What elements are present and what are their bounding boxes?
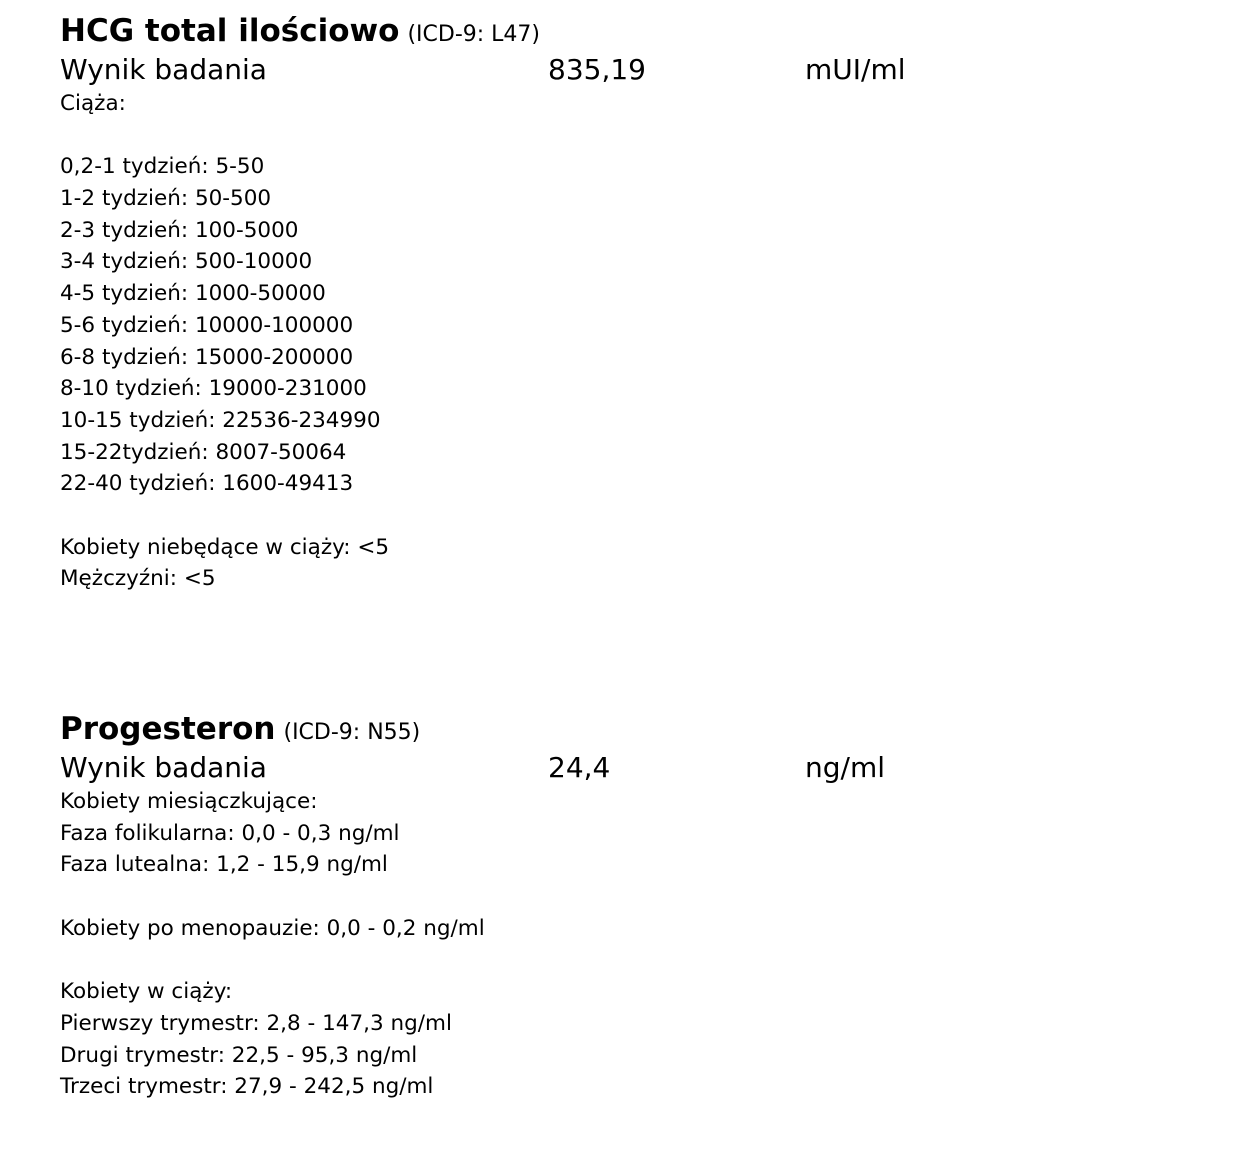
- test-section-progesteron: [60, 708, 1200, 1103]
- result-unit: ng/ml: [805, 751, 886, 784]
- reference-line-blank: [60, 944, 1200, 976]
- reference-line: Kobiety w ciąży:: [60, 979, 233, 1005]
- result-unit: mUI/ml: [805, 53, 906, 86]
- reference-line: Trzeci trymestr: 27,9 - 242,5 ng/ml: [60, 1074, 434, 1100]
- reference-line: Drugi trymestr: 22,5 - 95,3 ng/ml: [60, 1042, 418, 1068]
- reference-line-blank: [60, 120, 1200, 152]
- test-name: HCG total ilościowo: [60, 13, 400, 49]
- reference-line: 8-10 tydzień: 19000-231000: [60, 376, 367, 402]
- test-title-hcg: [60, 10, 1200, 52]
- result-value: 24,4: [548, 751, 611, 784]
- result-value: 835,19: [548, 53, 646, 86]
- test-code: (ICD-9: L47): [407, 22, 541, 47]
- test-title-progesteron: [60, 708, 1200, 750]
- reference-line-blank: [60, 881, 1200, 913]
- reference-line: 22-40 tydzień: 1600-49413: [60, 471, 354, 497]
- reference-line-blank: [60, 500, 1200, 532]
- reference-line: Kobiety niebędące w ciąży: <5: [60, 534, 390, 560]
- reference-line: Faza folikularna: 0,0 - 0,3 ng/ml: [60, 820, 400, 846]
- reference-line: Pierwszy trymestr: 2,8 - 147,3 ng/ml: [60, 1010, 452, 1036]
- reference-line: 15-22tydzień: 8007-50064: [60, 439, 347, 465]
- reference-line: 1-2 tydzień: 50-500: [60, 186, 272, 212]
- reference-line: Kobiety po menopauzie: 0,0 - 0,2 ng/ml: [60, 915, 485, 941]
- test-code: (ICD-9: N55): [283, 720, 421, 745]
- reference-line: 10-15 tydzień: 22536-234990: [60, 407, 381, 433]
- test-name: Progesteron: [60, 711, 276, 747]
- reference-line: 2-3 tydzień: 100-5000: [60, 217, 299, 243]
- reference-ranges-hcg: [60, 88, 1200, 595]
- result-row-progesteron: [60, 750, 1200, 786]
- reference-ranges-progesteron: [60, 786, 1200, 1103]
- reference-line: 6-8 tydzień: 15000-200000: [60, 344, 354, 370]
- reference-line: Ciąża:: [60, 91, 126, 116]
- reference-line: Mężczyźni: <5: [60, 566, 216, 592]
- reference-line: Kobiety miesiączkujące:: [60, 789, 318, 814]
- reference-line: 4-5 tydzień: 1000-50000: [60, 281, 326, 307]
- reference-line: Faza lutealna: 1,2 - 15,9 ng/ml: [60, 852, 388, 878]
- result-row-hcg: [60, 52, 1200, 88]
- reference-line: 5-6 tydzień: 10000-100000: [60, 312, 354, 338]
- result-label: Wynik badania: [60, 53, 267, 86]
- test-section-hcg: [60, 10, 1200, 595]
- reference-line: 3-4 tydzień: 500-10000: [60, 249, 313, 275]
- reference-line: 0,2-1 tydzień: 5-50: [60, 154, 265, 180]
- result-label: Wynik badania: [60, 751, 267, 784]
